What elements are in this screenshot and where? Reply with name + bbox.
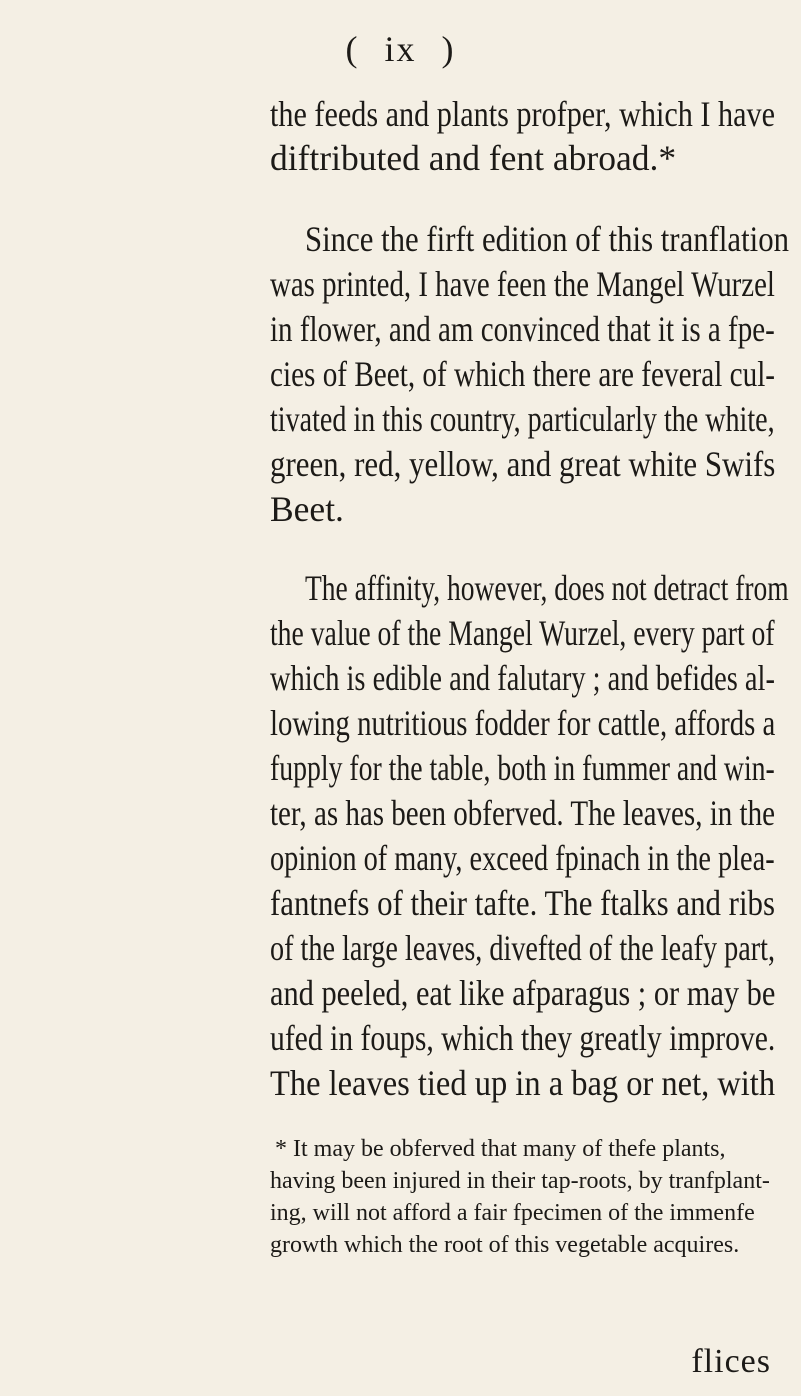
text-line: The leaves tied up in a bag or net, with bbox=[270, 1063, 776, 1103]
text-line: ufed in foups, which they greatly improve. bbox=[270, 1018, 776, 1058]
catchword: flices bbox=[691, 1343, 771, 1380]
text-line: cies of Beet, of which there are feveral cul- bbox=[270, 354, 776, 394]
text-line: fupply for the table, both in fummer and win- bbox=[270, 748, 775, 788]
text-line: fantnefs of their tafte. The ftalks and ribs bbox=[270, 883, 775, 923]
text-line: of the large leaves, divefted of the leafy part, bbox=[270, 928, 776, 968]
text-line: tivated in this country, particularly the white, bbox=[270, 399, 775, 439]
text-line: opinion of many, exceed fpinach in the plea- bbox=[270, 838, 775, 878]
text-line: The affinity, however, does not detract from bbox=[305, 568, 789, 608]
text-line: Since the firft edition of this tranflation bbox=[305, 219, 790, 259]
text-line: ter, as has been obferved. The leaves, in the bbox=[270, 793, 775, 833]
text-line: the value of the Mangel Wurzel, every part of bbox=[270, 613, 775, 653]
text-line: the feeds and plants profper, which I have bbox=[270, 94, 775, 134]
text-line: which is edible and falutary ; and befides al- bbox=[270, 658, 775, 698]
footnote-line: ing, will not afford a fair fpecimen of the immenfe bbox=[270, 1200, 755, 1226]
text-line: in flower, and am convinced that it is a fpe- bbox=[270, 309, 775, 349]
text-line: diftributed and fent abroad.* bbox=[270, 138, 677, 178]
footnote-line: having been injured in their tap-roots, by tranfplant- bbox=[270, 1168, 770, 1194]
text-line: lowing nutritious fodder for cattle, affords a bbox=[270, 703, 776, 743]
text-line: was printed, I have feen the Mangel Wurzel bbox=[270, 264, 775, 304]
footnote-line: growth which the root of this vegetable acquires. bbox=[270, 1232, 740, 1258]
text-line: Beet. bbox=[270, 489, 344, 529]
text-line: and peeled, eat like afparagus ; or may be bbox=[270, 973, 776, 1013]
footnote-line: * It may be obferved that many of thefe plants, bbox=[275, 1136, 726, 1162]
text-line: green, red, yellow, and great white Swifs bbox=[270, 444, 776, 484]
page-number: ( ix ) bbox=[345, 29, 456, 69]
